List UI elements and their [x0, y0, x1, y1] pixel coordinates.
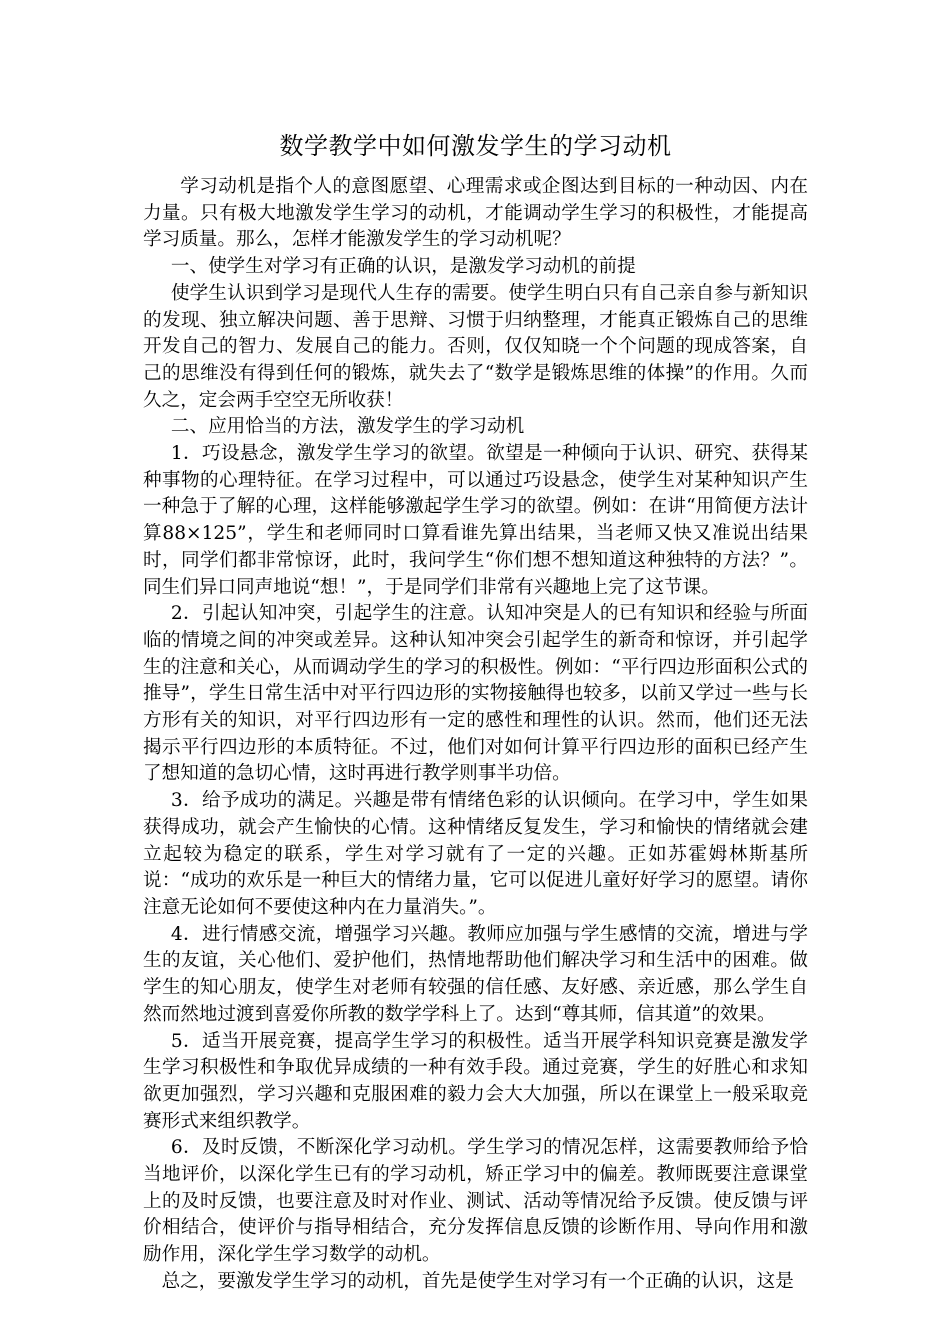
paragraph-method-6: 6．及时反馈，不断深化学习动机。学生学习的情况怎样，这需要教师给予恰当地评价，以深化学生已有的学习动机，矫正学习中的偏差。教师既要注意课堂上的及时反馈，也要注意及时对作业、测试、活动等情况给予反馈。使反馈与评价相结合，使评价与指导相结合，充分发挥信息反馈的诊断作用、导向作用和激励作用，深化学生学习数学的动机。 [143, 1137, 808, 1266]
paragraph-conclusion: 总之，要激发学生学习的动机，首先是使学生对学习有一个正确的认识，这是 [161, 1270, 794, 1292]
paragraph-method-3: 3．给予成功的满足。兴趣是带有情绪色彩的认识倾向。在学习中，学生如果获得成功，就会产生愉快的心情。这种情绪反复发生，学习和愉快的情绪就会建立起较为稳定的联系，学生对学习就有了一定的兴趣。正如苏霍姆林斯基所说：“成功的欢乐是一种巨大的情绪力量，它可以促进儿童好好学习的愿望。请你注意无论如何不要使这种内在力量消失。”。 [143, 790, 808, 918]
document-body [143, 130, 808, 1296]
paragraph-section-1: 使学生认识到学习是现代人生存的需要。使学生明白只有自己亲自参与新知识的发现、独立解决问题、善于思辩、习惯于归纳整理，才能真正锻炼自己的思维开发自己的智力、发展自己的能力。否则，仅仅知晓一个个问题的现成答案，自己的思维没有得到任何的锻炼，就失去了“数学是锻炼思维的体操”的作用。久而久之，定会两手空空无所收获！ [143, 282, 808, 411]
section-heading-1: 一、使学生对学习有正确的认识，是激发学习动机的前提 [170, 256, 636, 278]
paragraph-method-5: 5．适当开展竞赛，提高学生学习的积极性。适当开展学科知识竞赛是激发学生学习积极性和争取优异成绩的一种有效手段。通过竞赛，学生的好胜心和求知欲更加强烈，学习兴趣和克服困难的毅力会大大加强，所以在课堂上一般采取竞赛形式来组织教学。 [143, 1030, 808, 1132]
paragraph-intro: 学习动机是指个人的意图愿望、心理需求或企图达到目标的一种动因、内在力量。只有极大地激发学生学习的动机，才能调动学生学习的积极性，才能提高学习质量。那么，怎样才能激发学生的学习动机呢？ [143, 176, 808, 251]
paragraph-method-1: 1．巧设悬念，激发学生学习的欲望。欲望是一种倾向于认识、研究、获得某种事物的心理特征。在学习过程中，可以通过巧设悬念，使学生对某种知识产生一种急于了解的心理，这样能够激起学生学习的欲望。例如：在讲“用简便方法计算88×125”，学生和老师同时口算看谁先算出结果，当老师又快又准说出结果时，同学们都非常惊讶，此时，我问学生“你们想不想知道这种独特的方法？”。同生们异口同声地说“想！”，于是同学们非常有兴趣地上完了这节课。 [143, 443, 808, 598]
document-title: 数学教学中如何激发学生的学习动机 [279, 132, 672, 160]
paragraph-method-4: 4．进行情感交流，增强学习兴趣。教师应加强与学生感情的交流，增进与学生的友谊，关心他们、爱护他们，热情地帮助他们解决学习和生活中的困难。做学生的知心朋友，使学生对老师有较强的信任感、友好感、亲近感，那么学生自然而然地过渡到喜爱你所教的数学学科上了。达到“尊其师，信其道”的效果。 [143, 923, 808, 1025]
section-heading-2: 二、应用恰当的方法，激发学生的学习动机 [170, 416, 525, 438]
paragraph-method-2: 2．引起认知冲突，引起学生的注意。认知冲突是人的已有知识和经验与所面临的情境之间的冲突或差异。这种认知冲突会引起学生的新奇和惊讶，并引起学生的注意和关心，从而调动学生的学习的积极性。例如：“平行四边形面积公式的推导”，学生日常生活中对平行四边形的实物接触得也较多，以前又学过一些与长方形有关的知识，对平行四边形有一定的感性和理性的认识。然而，他们还无法揭示平行四边形的本质特征。不过，他们对如何计算平行四边形的面积已经产生了想知道的急切心情，这时再进行教学则事半功倍。 [143, 603, 808, 785]
